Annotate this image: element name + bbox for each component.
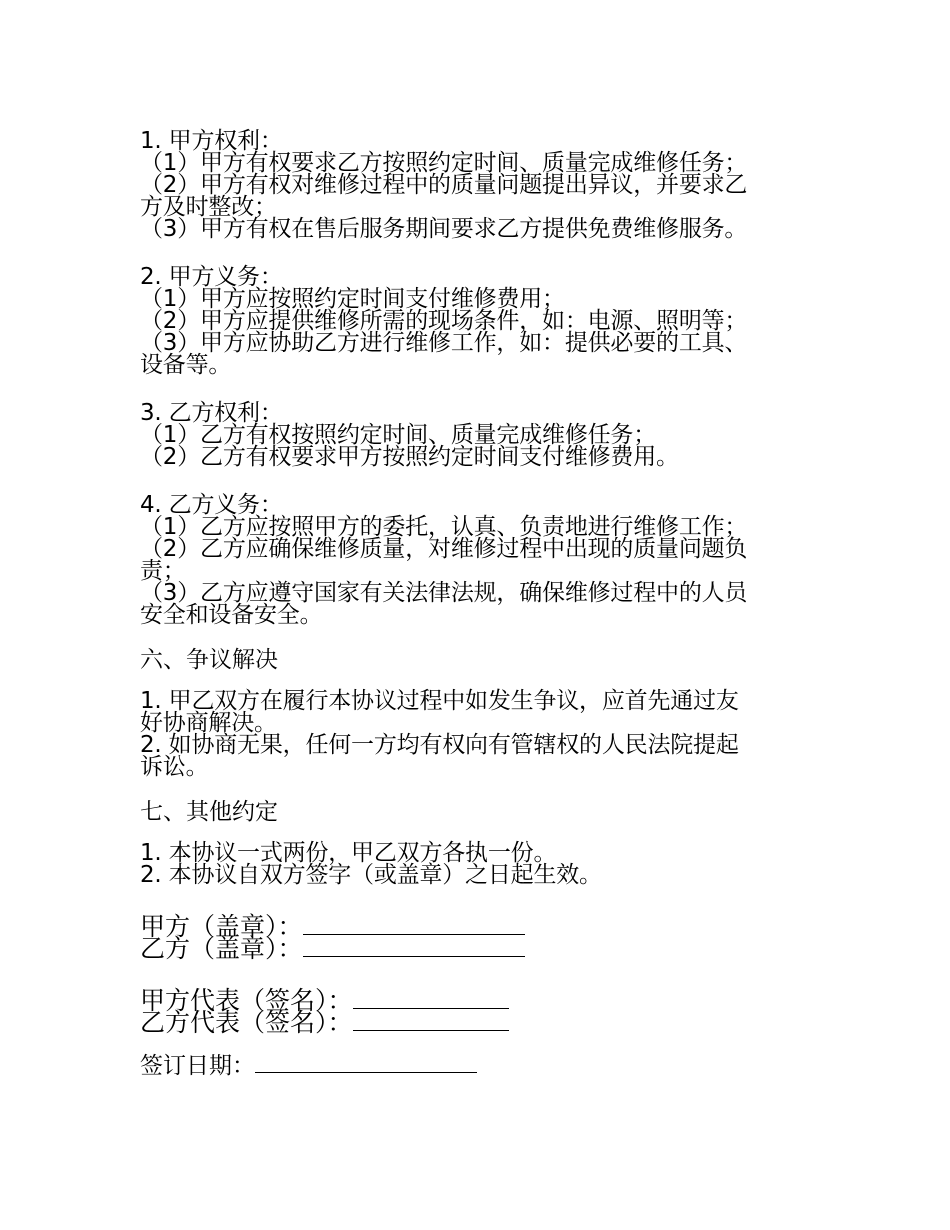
section-party-b-obligations bbox=[140, 494, 805, 626]
clause-line: （2）乙方有权要求甲方按照约定时间支付维修费用。 bbox=[140, 444, 679, 470]
party-b-rep-label: 乙方代表（签名）： bbox=[140, 1008, 353, 1037]
party-b-seal-blank[interactable] bbox=[303, 938, 525, 957]
party-a-rep-label: 甲方代表（签名）： bbox=[140, 986, 353, 1015]
clause-line: 安全和设备安全。 bbox=[140, 602, 323, 628]
party-b-seal-label: 乙方（盖章）： bbox=[140, 934, 303, 963]
party-a-seal-blank[interactable] bbox=[303, 916, 525, 935]
clause-line: （3）乙方应遵守国家有关法律法规，确保维修过程中的人员 bbox=[140, 580, 748, 606]
spacer bbox=[140, 376, 805, 402]
clause-line: 责； bbox=[140, 558, 186, 584]
section-party-a-rights bbox=[140, 130, 805, 240]
section-party-b-rights bbox=[140, 402, 805, 468]
dispute-heading: 六、争议解决 bbox=[140, 647, 278, 673]
seal-block bbox=[140, 912, 805, 963]
party-a-seal-label: 甲方（盖章）： bbox=[140, 912, 303, 941]
section-title: 1. 甲方权利： bbox=[140, 128, 283, 154]
clause-line: 1. 本协议一式两份，甲乙双方各执一份。 bbox=[140, 840, 557, 866]
clause-line: 设备等。 bbox=[140, 352, 232, 378]
party-b-rep-row bbox=[140, 1008, 805, 1037]
clause-line: （2）甲方应提供维修所需的现场条件，如：电源、照明等； bbox=[140, 308, 748, 334]
sign-date-blank[interactable] bbox=[255, 1054, 477, 1073]
spacer bbox=[140, 468, 805, 494]
party-a-rep-blank[interactable] bbox=[353, 990, 509, 1009]
section-title: 2. 甲方义务： bbox=[140, 264, 283, 290]
document-page bbox=[140, 130, 805, 1080]
other-heading: 七、其他约定 bbox=[140, 799, 278, 825]
sign-date-label: 签订日期： bbox=[140, 1053, 255, 1079]
clause-line: （3）甲方有权在售后服务期间要求乙方提供免费维修服务。 bbox=[140, 216, 748, 242]
clause-line: （2）乙方应确保维修质量，对维修过程中出现的质量问题负 bbox=[140, 536, 748, 562]
section-title: 4. 乙方义务： bbox=[140, 492, 283, 518]
clause-line: （1）乙方有权按照约定时间、质量完成维修任务； bbox=[140, 422, 657, 448]
spacer bbox=[140, 240, 805, 266]
section-title: 3. 乙方权利： bbox=[140, 400, 283, 426]
clause-line: （2）甲方有权对维修过程中的质量问题提出异议，并要求乙 bbox=[140, 172, 748, 198]
clause-line: （1）甲方应按照约定时间支付维修费用； bbox=[140, 286, 565, 312]
dispute-clauses bbox=[140, 690, 805, 778]
clause-line: 方及时整改； bbox=[140, 194, 277, 220]
clause-line: 1. 甲乙双方在履行本协议过程中如发生争议，应首先通过友 bbox=[140, 688, 739, 714]
clause-line: 诉讼。 bbox=[140, 754, 209, 780]
spacer bbox=[140, 778, 805, 798]
clause-line: （1）甲方有权要求乙方按照约定时间、质量完成维修任务； bbox=[140, 150, 748, 176]
clause-line: 2. 如协商无果，任何一方均有权向有管辖权的人民法院提起 bbox=[140, 732, 739, 758]
party-b-seal-row bbox=[140, 934, 805, 963]
other-clauses bbox=[140, 842, 805, 886]
representative-block bbox=[140, 986, 805, 1037]
clause-line: 2. 本协议自双方签字（或盖章）之日起生效。 bbox=[140, 862, 602, 888]
party-b-rep-blank[interactable] bbox=[353, 1012, 509, 1031]
clause-line: （3）甲方应协助乙方进行维修工作，如：提供必要的工具、 bbox=[140, 330, 748, 356]
spacer bbox=[140, 626, 805, 646]
section-party-a-obligations bbox=[140, 266, 805, 376]
sign-date-row bbox=[140, 1052, 805, 1080]
clause-line: （1）乙方应按照甲方的委托，认真、负责地进行维修工作； bbox=[140, 514, 748, 540]
clause-line: 好协商解决。 bbox=[140, 710, 277, 736]
